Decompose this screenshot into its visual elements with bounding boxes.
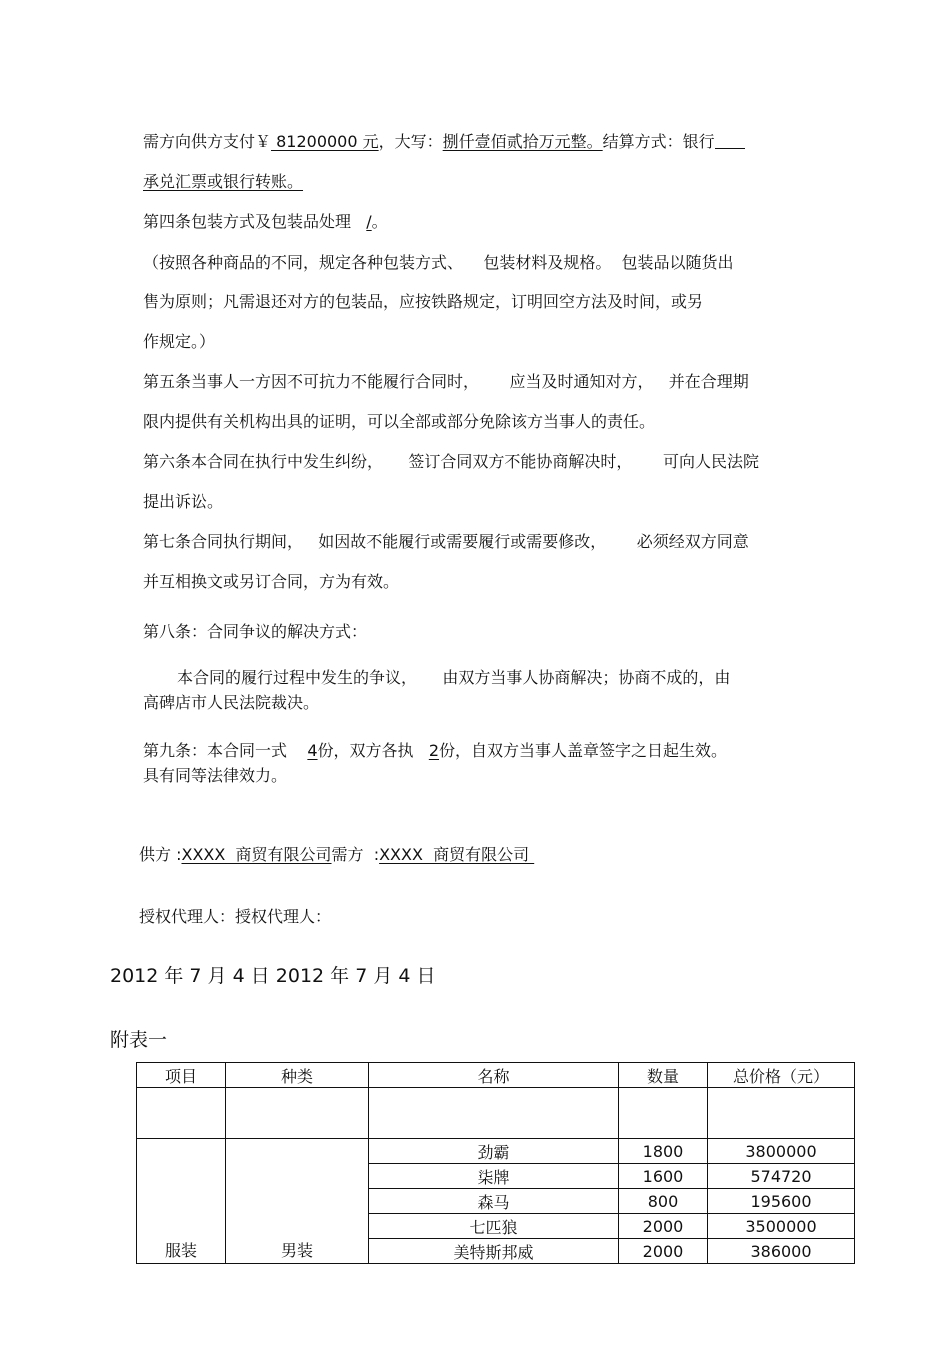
article-9-line2: 具有同等法律效力。 (143, 766, 288, 785)
header-total-price: 总价格（元） (708, 1063, 855, 1088)
article-4-end: 。 (371, 212, 388, 231)
page-bottom-margin (0, 1265, 950, 1345)
product-price: 574720 (708, 1164, 855, 1189)
table-header-row (137, 1063, 855, 1088)
product-price: 195600 (708, 1189, 855, 1214)
article-9 (143, 741, 727, 761)
buyer-name: XXXX 商贸有限公司 (379, 845, 535, 864)
article-9-p2: 份，双方各执 (317, 741, 414, 760)
table-empty-row (137, 1088, 855, 1139)
empty-cell (137, 1088, 226, 1139)
product-name: 美特斯邦威 (369, 1239, 619, 1264)
product-price: 386000 (708, 1239, 855, 1264)
empty-cell (619, 1088, 708, 1139)
article-9-p3: 份，自双方当事人盖章签字之日起生效。 (439, 741, 728, 760)
supplier-label: 供方 : (139, 845, 182, 864)
payment-prefix: 需方向供方支付￥ (143, 132, 272, 151)
product-qty: 2000 (619, 1214, 708, 1239)
article-8-body-line: 本合同的履行过程中发生的争议， 由双方当事人协商解决；协商不成的，由 (177, 668, 731, 687)
signing-dates: 2012 年 7 月 4 日 2012 年 7 月 4 日 (110, 965, 436, 987)
appendix-table (136, 1062, 855, 1264)
empty-cell (369, 1088, 619, 1139)
article-6-line: 第六条本合同在执行中发生纠纷， 签订合同双方不能协商解决时， 可向人民法院 (143, 452, 759, 471)
payment-line (143, 132, 745, 152)
article-5-line: 限内提供有关机构出具的证明，可以全部或部分免除该方当事人的责任。 (143, 412, 656, 431)
empty-cell (226, 1088, 369, 1139)
table-row (137, 1139, 855, 1164)
header-item: 项目 (137, 1063, 226, 1088)
product-price: 3500000 (708, 1214, 855, 1239)
article-4-value: / (366, 212, 372, 231)
settlement-cont: 承兑汇票或银行转账。 (143, 172, 304, 191)
article-9-each: 2 (428, 741, 440, 760)
header-name: 名称 (369, 1063, 619, 1088)
payment-amount-words: 捌仟壹佰贰拾万元整。 (442, 132, 603, 151)
article-4-text: 第四条包装方式及包装品处理 (143, 212, 352, 231)
product-qty: 1600 (619, 1164, 708, 1189)
parties-line (139, 845, 534, 865)
category-cell: 服装 (137, 1139, 226, 1264)
article-9-copies: 4 (307, 741, 318, 760)
article-5-line: 第五条当事人一方因不可抗力不能履行合同时， 应当及时通知对方， 并在合理期 (143, 372, 749, 391)
article-7-line: 第七条合同执行期间， 如因故不能履行或需要履行或需要修改， 必须经双方同意 (143, 532, 749, 551)
buyer-label: 需方 : (331, 845, 380, 864)
product-name: 柒牌 (369, 1164, 619, 1189)
type-cell: 男装 (226, 1139, 369, 1264)
product-name: 森马 (369, 1189, 619, 1214)
empty-cell (708, 1088, 855, 1139)
product-name: 七匹狼 (369, 1214, 619, 1239)
settlement-blank (715, 132, 745, 149)
article-4 (143, 212, 388, 232)
article-9-p1: 第九条：本合同一式 (143, 741, 288, 760)
appendix-title: 附表一 (110, 1029, 168, 1051)
article-4-note-line: 售为原则；凡需退还对方的包装品，应按铁路规定，订明回空方法及时间，或另 (143, 292, 704, 311)
agents-line: 授权代理人：授权代理人： (139, 907, 332, 926)
settlement-label: 结算方式：银行 (602, 132, 715, 151)
payment-amount: 81200000 元 (271, 132, 379, 151)
article-4-note-line: （按照各种商品的不同，规定各种包装方式、 包装材料及规格。 包装品以随货出 (143, 253, 734, 272)
header-quantity: 数量 (619, 1063, 708, 1088)
product-price: 3800000 (708, 1139, 855, 1164)
article-8-body-line: 高碑店市人民法院裁决。 (143, 693, 320, 712)
product-name: 劲霸 (369, 1139, 619, 1164)
supplier-name: XXXX 商贸有限公司 (181, 845, 332, 864)
header-category: 种类 (226, 1063, 369, 1088)
product-qty: 2000 (619, 1239, 708, 1264)
article-8-title: 第八条：合同争议的解决方式： (143, 622, 368, 641)
product-qty: 1800 (619, 1139, 708, 1164)
article-7-line: 并互相换文或另订合同，方为有效。 (143, 572, 400, 591)
product-qty: 800 (619, 1189, 708, 1214)
article-4-note-line: 作规定。） (143, 332, 216, 351)
payment-mid: ，大写： (378, 132, 443, 151)
article-6-line: 提出诉讼。 (143, 492, 224, 511)
